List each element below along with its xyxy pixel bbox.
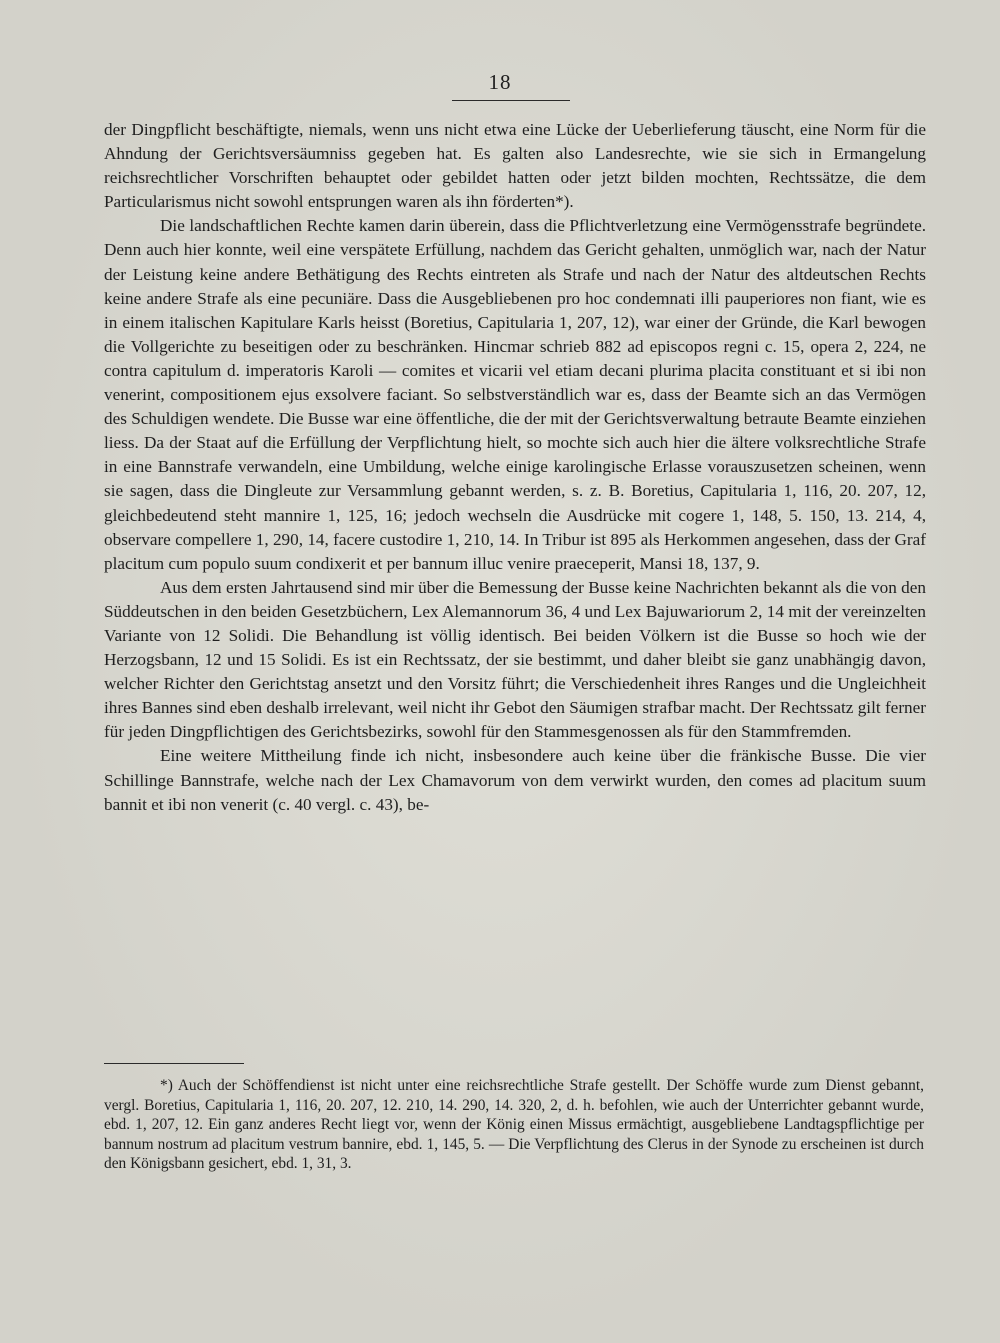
- paragraph-4: Eine weitere Mittheilung finde ich nicht, insbesondere auch keine über die fränkische Busse. Die vier Schillinge Bannstrafe, welche nach der Lex Chamavorum von dem verwirkt wurden, den comes ad placitum suum bannit et ibi non venerit (c. 40 vergl. c. 43), be-: [104, 746, 926, 814]
- footnotes: [104, 1076, 924, 1174]
- paragraph-2: Die landschaftlichen Rechte kamen darin überein, dass die Pflichtverletzung eine Vermögensstrafe begründete. Denn auch hier konnte, weil eine verspätete Erfüllung, nachdem das Gericht gehalten, unmöglich war, nach der Natur der Leistung keine andere Bethätigung des Rechts eintreten als Strafe und nach der Natur des altdeutschen Rechts keine andere Strafe als eine pecuniäre. Dass die Ausgebliebenen pro hoc condemnati illi pauperiores non fiant, wie es in einem italischen Kapitulare Karls heisst (Boretius, Capitularia 1, 207, 12), war einer der Gründe, die Karl bewogen die Vollgerichte zu beseitigen oder zu beschränken. Hincmar schrieb 882 ad episcopos regni c. 15, opera 2, 224, ne contra capitulum d. imperatoris Karoli — comites et vicarii vel etiam decani plurima placita constituant et si ibi non venerint, compositionem ejus exsolvere faciant. So selbstverständlich war es, dass der Beamte sich an das Vermögen des Schuldigen wendete. Die Busse war eine öffentliche, die der mit der Gerichtsverwaltung betraute Beamte einziehen liess. Da der Staat auf die Erfüllung der Verpflichtung hielt, so mochte sich auch hier die ältere volksrechtliche Strafe in eine Bannstrafe verwandeln, eine Umbildung, welche einige karolingische Erlasse vorauszusetzen scheinen, wenn sie sagen, dass die Dingleute zur Versammlung gebannt werden, s. z. B. Boretius, Capitularia 1, 116, 20. 207, 12, gleichbedeutend steht mannire 1, 125, 16; jedoch wechseln die Ausdrücke mit cogere 1, 148, 5. 150, 13. 214, 4, observare compellere 1, 290, 14, facere custodire 1, 210, 14. In Tribur ist 895 als Herkommen angesehen, dass der Graf placitum cum populo suum condixerit et per bannum illuc venire praeceperit, Mansi 18, 137, 9.: [104, 216, 926, 573]
- footnote-rule: [104, 1063, 244, 1064]
- footnote-1: *) Auch der Schöffendienst ist nicht unter eine reichsrechtliche Strafe gestellt. Der Schöffe wurde zum Dienst gebannt, vergl. Boretius, Capitularia 1, 116, 20. 207, 12. 210, 14. 290, 14. 320, 2, d. h. befohlen, wie auch der Unterrichter gebannt wurde, ebd. 1, 207, 12. Ein ganz anderes Recht liegt vor, wenn der König einen Missus ermächtigt, ausgebliebene Landtagspflichtige per bannum nostrum ad placitum vestrum bannire, ebd. 1, 145, 5. — Die Verpflichtung des Clerus in der Synode zu erscheinen ist durch den Königsbann gesichert, ebd. 1, 31, 3.: [104, 1077, 924, 1173]
- header-rule: [452, 100, 570, 101]
- paragraph-1: der Dingpflicht beschäftigte, niemals, wenn uns nicht etwa eine Lücke der Ueberlieferung täuscht, eine Norm für die Ahndung der Gerichtsversäumniss gegeben hat. Es galten also Landesrechte, wie sie sich in Ermangelung reichsrechtlicher Vorschriften behauptet oder gebildet hatten oder jetzt bilden mochten, Rechtssätze, die dem Particularismus nicht sowohl entsprungen waren als ihn förderten*).: [104, 120, 926, 212]
- page-number: 18: [488, 70, 512, 94]
- paragraph-3: Aus dem ersten Jahrtausend sind mir über die Bemessung der Busse keine Nachrichten bekannt als die von den Süddeutschen in den beiden Gesetzbüchern, Lex Alemannorum 36, 4 und Lex Bajuwariorum 2, 14 mit der vereinzelten Variante von 12 Solidi. Die Behandlung ist völlig identisch. Bei beiden Völkern ist die Busse so hoch wie der Herzogsbann, 12 und 15 Solidi. Es ist ein Rechtssatz, der sie bestimmt, und daher bleibt sie ganz unabhängig davon, welcher Richter den Gerichtstag ansetzt und den Vorsitz führt; die Verschiedenheit ihres Ranges und die Ungleichheit ihres Bannes sind eben deshalb irrelevant, weil nicht ihr Gebot den Säumigen strafbar macht. Der Rechtssatz gilt ferner für jeden Dingpflichtigen des Gerichtsbezirks, sowohl für den Stammesgenossen als für den Stammfremden.: [104, 577, 926, 742]
- body-text: [104, 118, 926, 817]
